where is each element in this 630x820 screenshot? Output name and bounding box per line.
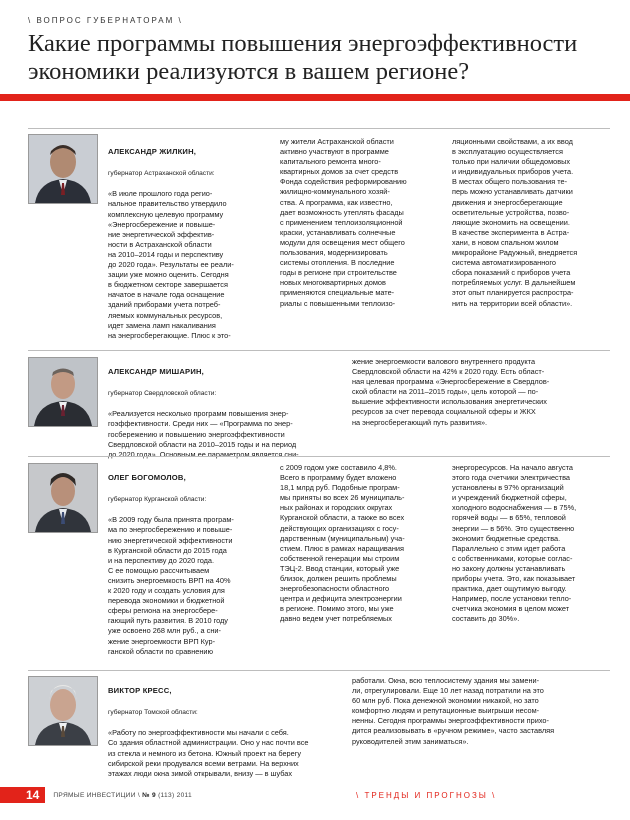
- quote-text: жение энергоемкости валового внутреннего продукта Свердловской области на 42% к 2020 году. Есть област- ная целевая программа «Энергосбережение в Свердлов- ской области на 2011–2015 годы», цель которой — по- вышение эффективности использования энергетических ресурсов за счет перевода социальной сферы и ЖКХ на энергосберегающий путь развития».: [352, 357, 550, 427]
- magazine-name: ПРЯМЫЕ ИНВЕСТИЦИИ: [53, 791, 136, 799]
- rubric-label: \ ВОПРОС ГУБЕРНАТОРАМ \: [28, 16, 183, 25]
- quote-text: «Работу по энергоэффективности мы начали с себя. Со здания областной администрации. Оно у нас почти все из стекла и немного из бетона. Южный проект на берегу сибирской реки продувался всеми ветрами. На верхних этажах люди окна зимой открывали, внизу — в шубах: [108, 728, 309, 778]
- governor-position: губернатор Астраханской области:: [108, 170, 215, 178]
- governor-name: АЛЕКСАНДР ЖИЛКИН,: [108, 147, 197, 157]
- governor-position: губернатор Томской области:: [108, 709, 198, 717]
- quote-text: ляционными свойствами, а их ввод в эксплуатацию осуществляется только при наличии общедомовых и индивидуальных приборов учета. В местах общего пользования те- перь можно устанавливать датчики движения и энергосберегающие осветительные устройства, позво- ляющие экономить на освещении. В качестве эксперимента в Астра- хани, в новом спальном жилом микрорайоне Радужный, внедряется система автоматизированного сбора показаний с приборов учета потребляемых услуг. В дальнейшем этот опыт планируется распростра- нить на территории всей области».: [452, 137, 578, 308]
- quote-text: энергоресурсов. На начало августа этого года счетчики электричества установлены в 97% организаций и учреждений бюджетной сферы, холодного водоснабжения — в 75%, горячей воды — в 65%, тепловой энергии — в 56%. Это существенно экономит бюджетные средства. Параллельно с этим идет работа с собственниками, которые соглас- но закону должны устанавливать приборы учета. Это, как показывает практика, дает ощутимую выгоду. Например, после установки тепло- счетчика экономия в целом может составить до 30%».: [452, 463, 577, 624]
- portrait-zhilkin: [28, 134, 98, 204]
- governor-section-bogomolov: [28, 456, 610, 657]
- governor-column-1: [108, 463, 266, 667]
- quote-text: работали. Окна, всю теплосистему здания мы замени- ли, отрегулировали. Еще 10 лет назад потратили на это 60 млн руб. Пока денежной экономии никакой, но зато комфортно людям и репутационные выигрыши несом- ненны. Сегодня программы энергоэффективности прихо- дится реализовывать в «ручном режиме», часто заставляя руководителей этим заниматься».: [352, 676, 555, 746]
- governor-section-misharin: [28, 350, 610, 459]
- portrait-misharin: [28, 357, 98, 427]
- quote-text: с 2009 годом уже составило 4,8%. Всего в программу будет вложено 18,1 млрд руб. Подобные програм- мы приняты во всех 26 муниципаль- ных районах и городских округах Курганской области, а также во всех действующих организациях с госу- дарственным (муниципальным) уча- стием. Плюс в рамках наращивания собственной генерации мы строим ТЭЦ-2. Ввод станции, который уже близок, должен решить проблемы энергобезопасности областного центра и дефицита электроэнергии в регионе. Помимо этого, мы уже давно ведем учет потребляемых: [280, 463, 405, 624]
- governor-name: ВИКТОР КРЕСС,: [108, 686, 172, 696]
- governor-position: губернатор Свердловской области:: [108, 390, 217, 398]
- governor-position: губернатор Курганской области:: [108, 496, 207, 504]
- quote-text: му жители Астраханской области активно участвуют в программе капитального ремонта много- квартирных домов за счет средств Фонда содействия реформированию жилищно-коммунального хозяй- ства. А программа, как известно, дает возможность утеплять фасады с применением теплоизоляционной краски, устанавливать солнечные модули для освещения мест общего пользования, модернизировать системы отопления. В последние годы в регионе при строительстве новых многоквартирных домов применяются специальные мате- риалы с повышенными теплоизо-: [280, 137, 407, 308]
- page-title: Какие программы повышения энергоэффективности экономики реализуются в вашем регионе?: [28, 30, 578, 85]
- issue-detail: (113) 2011: [158, 791, 192, 799]
- portrait-kress: [28, 676, 98, 746]
- governor-section-zhilkin: [28, 128, 610, 340]
- quote-text: «Реализуется несколько программ повышения энер- гоэффективности. Среди них — «Программа по энер- госбережению и повышению энергоэффективности Свердловской области на 2010–2015 годы и на период до 2020 года». Основным ее параметром является сни-: [108, 409, 299, 459]
- issue-separator: \: [137, 791, 141, 799]
- quote-text: «В 2009 году была принята програм- ма по энергосбережению и повыше- нию энергетической эффективности в Курганской области до 2015 года и на перспективу до 2020 года. С ее помощью рассчитываем снизить энергоемкость ВРП на 40% к 2020 году и создать условия для перевода экономики и бюджетной сферы региона на энергосбере- гающий путь развития. В 2010 году уже освоено 268 млн руб., а сни- жение энергоемкости ВРП Кур- ганской области по сравнению: [108, 515, 234, 656]
- title-divider-bar: [0, 94, 630, 101]
- governor-name: ОЛЕГ БОГОМОЛОВ,: [108, 473, 186, 483]
- magazine-info: [53, 792, 192, 799]
- quote-text: «В июле прошлого года регио- нальное правительство утвердило комплексную целевую программу «Энергосбережение и повыше- ние энергетической эффектив- ности в Астраханской области на 2010–2014 годы и перспективу до 2020 года». Результаты ее реали- зации уже можно оценить. Сегодня в бюджетном секторе завершается начатое в начале года оснащение зданий приборами учета потреб- ляемых коммунальных ресурсов, идет замена ламп накаливания на энергосберегающие. Плюс к это-: [108, 189, 234, 340]
- governor-name: АЛЕКСАНДР МИШАРИН,: [108, 367, 204, 377]
- governor-section-kress: [28, 670, 610, 778]
- issue-number: № 9: [142, 791, 156, 799]
- page-footer: [0, 787, 192, 803]
- governor-column-1: [108, 676, 338, 789]
- governor-column-1: [108, 137, 266, 351]
- portrait-bogomolov: [28, 463, 98, 533]
- governor-column-1: [108, 357, 338, 470]
- page-number: 14: [0, 787, 45, 803]
- section-label: \ ТРЕНДЫ И ПРОГНОЗЫ \: [356, 791, 497, 800]
